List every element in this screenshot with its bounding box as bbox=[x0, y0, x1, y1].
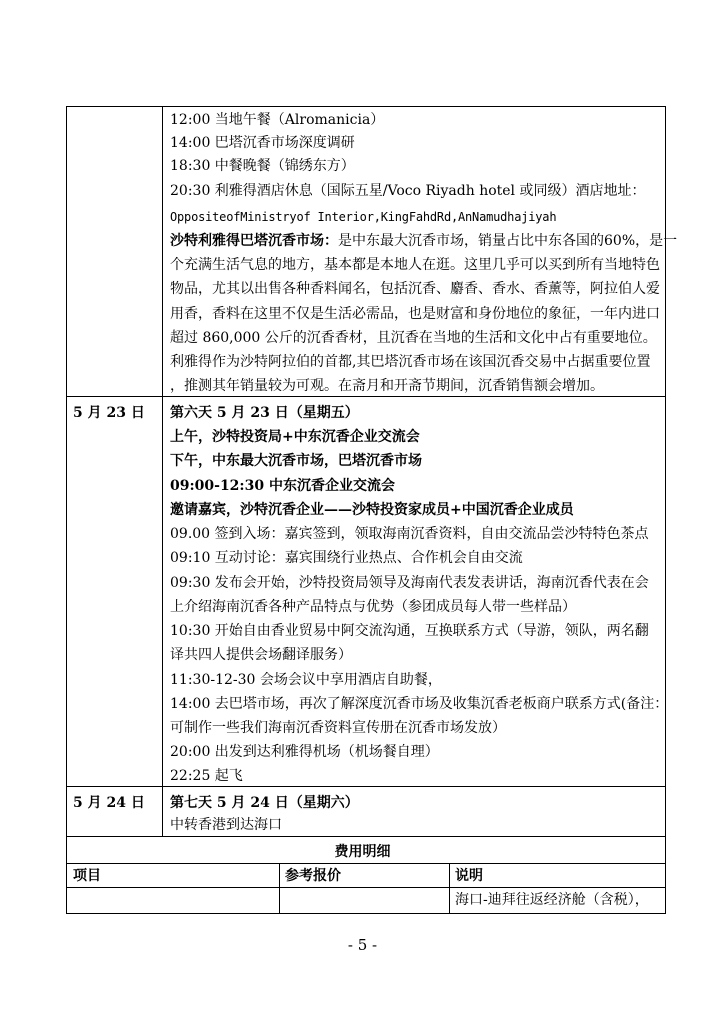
market-paragraph-line: ，推测其年销量较为可观。在斋月和开斋节期间，沉香销售额会增加。 bbox=[170, 378, 604, 394]
schedule-line: 译共四人提供会场翻译服务） bbox=[170, 647, 352, 663]
row-divider bbox=[67, 836, 665, 837]
schedule-line: 14:00 巴塔沉香市场深度调研 bbox=[170, 135, 355, 151]
cost-note: 海口-迪拜往返经济舱（含税）， bbox=[455, 892, 649, 908]
cost-column-divider bbox=[279, 863, 280, 913]
row-divider bbox=[67, 887, 665, 888]
cost-header-quote: 参考报价 bbox=[285, 868, 341, 884]
market-paragraph-line: 利雅得作为沙特阿拉伯的首都,其巴塔沉香市场在该国沉香交易中占据重要位置 bbox=[170, 354, 651, 370]
schedule-line: 上介绍海南沉香各种产品特点与优势（参团成员每人带一些样品） bbox=[170, 599, 576, 615]
schedule-line: 中转香港到达海口 bbox=[170, 817, 282, 833]
schedule-line: 10:30 开始自由香业贸易中阿交流沟通，互换联系方式（导游，领队，两名翻 bbox=[170, 623, 649, 639]
market-text: 是中东最大沉香市场，销量占比中东各国的60%，是一 bbox=[338, 233, 678, 249]
cost-header-note: 说明 bbox=[455, 868, 483, 884]
table-top-border bbox=[67, 106, 665, 107]
market-title: 沙特利雅得巴塔沉香市场： bbox=[170, 233, 338, 249]
day6-guests: 邀请嘉宾，沙特沉香企业——沙特投资家成员+中国沉香企业成员 bbox=[170, 502, 574, 518]
schedule-line: 09:30 发布会开始，沙特投资局领导及海南代表发表讲话，海南沉香代表在会 bbox=[170, 575, 649, 591]
day6-session: 09:00-12:30 中东沉香企业交流会 bbox=[170, 478, 395, 494]
date-column-divider bbox=[162, 106, 163, 836]
day7-date: 5 月 24 日 bbox=[73, 795, 145, 811]
market-paragraph-line: 个充满生活气息的地方，基本都是本地人在逛。这里几乎可以买到所有当地特色 bbox=[170, 257, 660, 273]
cost-column-divider bbox=[449, 863, 450, 913]
market-paragraph-line: 超过 860,000 公斤的沉香香材，且沉香在当地的生活和文化中占有重要地位。 bbox=[170, 330, 657, 346]
schedule-line: 18:30 中餐晚餐（锦绣东方） bbox=[170, 158, 355, 174]
market-paragraph-line: 用香，香料在这里不仅是生活必需品，也是财富和身份地位的象征，一年内进口 bbox=[170, 306, 660, 322]
cost-section-title: 费用明细 bbox=[334, 844, 391, 860]
row-divider bbox=[67, 786, 665, 787]
table-bottom-border bbox=[67, 913, 665, 914]
day6-afternoon: 下午，中东最大沉香市场，巴塔沉香市场 bbox=[170, 453, 422, 469]
hotel-address: OppositeofMinistryof Interior,KingFahdRd,AnNamudhajiyah bbox=[170, 210, 557, 224]
schedule-line: 11:30-12-30 会场会议中享用酒店自助餐， bbox=[170, 672, 442, 688]
schedule-line: 09:10 互动讨论：嘉宾围绕行业热点、合作机会自由交流 bbox=[170, 550, 523, 566]
market-paragraph-line: 物品，尤其以出售各种香料闻名，包括沉香、麝香、香水、香薰等，阿拉伯人爱 bbox=[170, 281, 660, 297]
row-divider bbox=[67, 863, 665, 864]
day6-morning: 上午，沙特投资局+中东沉香企业交流会 bbox=[170, 429, 420, 445]
page-number: - 5 - bbox=[347, 936, 378, 954]
schedule-line: 可制作一些我们海南沉香资料宣传册在沉香市场发放） bbox=[170, 720, 506, 736]
day7-title: 第七天 5 月 24 日（星期六） bbox=[170, 795, 359, 811]
day6-date: 5 月 23 日 bbox=[73, 405, 145, 421]
schedule-line: 20:00 出发到达利雅得机场（机场餐自理） bbox=[170, 744, 439, 760]
market-paragraph-first-line bbox=[170, 231, 677, 251]
schedule-line: 09.00 签到入场：嘉宾签到，领取海南沉香资料，自由交流品尝沙特特色茶点 bbox=[170, 526, 649, 542]
day6-title: 第六天 5 月 23 日（星期五） bbox=[170, 405, 359, 421]
schedule-line: 20:30 利雅得酒店休息（国际五星/Voco Riyadh hotel 或同级）酒店地址： bbox=[170, 183, 646, 199]
schedule-line: 12:00 当地午餐（Alromanicia） bbox=[170, 112, 385, 128]
cost-header-item: 项目 bbox=[73, 868, 101, 884]
schedule-line: 22:25 起飞 bbox=[170, 768, 243, 784]
row-divider bbox=[67, 396, 665, 397]
schedule-line: 14:00 去巴塔市场，再次了解深度沉香市场及收集沉香老板商户联系方式(备注： bbox=[170, 696, 669, 712]
